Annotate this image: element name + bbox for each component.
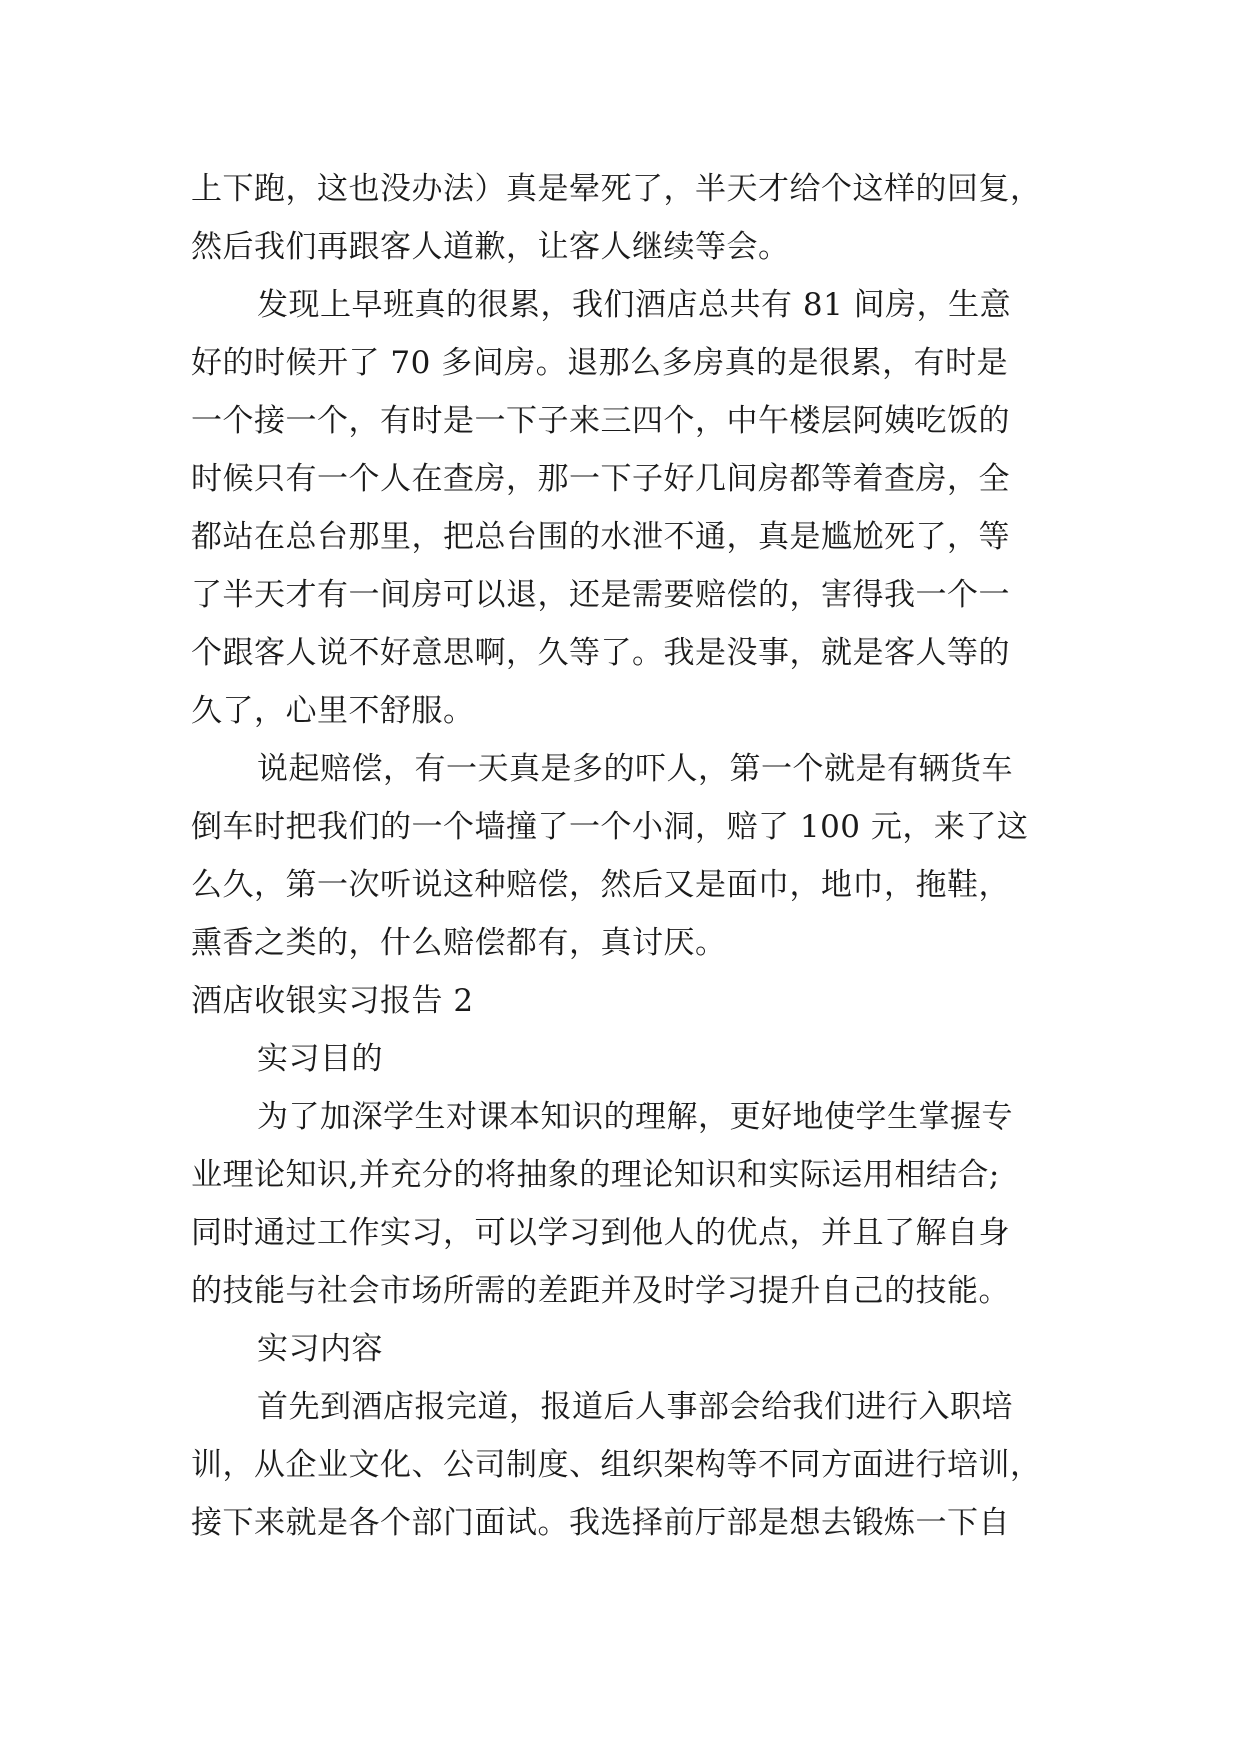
text-line: 了半天才有一间房可以退，还是需要赔偿的，害得我一个一 (191, 577, 1010, 613)
text-line: 训，从企业文化、公司制度、组织架构等不同方面进行培训， (191, 1447, 1042, 1483)
text-line: 一个接一个，有时是一下子来三四个，中午楼层阿姨吃饭的 (191, 403, 1010, 439)
text-line: 倒车时把我们的一个墙撞了一个小洞，赔了 100 元，来了这 (191, 809, 1029, 845)
text-line: 久了，心里不舒服。 (191, 693, 475, 729)
document-body (191, 160, 1071, 1552)
text-line: 个跟客人说不好意思啊，久等了。我是没事，就是客人等的 (191, 635, 1010, 671)
text-line: 为了加深学生对课本知识的理解，更好地使学生掌握专 (257, 1099, 1013, 1135)
text-line: 业理论知识,并充分的将抽象的理论知识和实际运用相结合; (191, 1157, 1000, 1193)
text-line: 熏香之类的，什么赔偿都有，真讨厌。 (191, 925, 727, 961)
text-line: 然后我们再跟客人道歉，让客人继续等会。 (191, 229, 790, 265)
section-heading: 酒店收银实习报告 2 (191, 983, 474, 1019)
text-line: 说起赔偿，有一天真是多的吓人，第一个就是有辆货车 (257, 751, 1013, 787)
text-line: 时候只有一个人在查房，那一下子好几间房都等着查房，全 (191, 461, 1010, 497)
text-line: 好的时候开了 70 多间房。退那么多房真的是很累，有时是 (191, 345, 1009, 381)
text-line: 都站在总台那里，把总台围的水泄不通，真是尴尬死了，等 (191, 519, 1010, 555)
text-line: 发现上早班真的很累，我们酒店总共有 81 间房，生意 (257, 287, 1012, 323)
text-line: 接下来就是各个部门面试。我选择前厅部是想去锻炼一下自 (191, 1505, 1010, 1541)
text-line: 么久，第一次听说这种赔偿，然后又是面巾，地巾，拖鞋， (191, 867, 1010, 903)
text-line: 上下跑，这也没办法）真是晕死了，半天才给个这样的回复， (191, 171, 1042, 207)
text-line: 首先到酒店报完道，报道后人事部会给我们进行入职培 (257, 1389, 1013, 1425)
subsection-heading: 实习目的 (257, 1041, 383, 1077)
text-line: 的技能与社会市场所需的差距并及时学习提升自己的技能。 (191, 1273, 1010, 1309)
subsection-heading: 实习内容 (257, 1331, 383, 1367)
text-line: 同时通过工作实习，可以学习到他人的优点，并且了解自身 (191, 1215, 1010, 1251)
